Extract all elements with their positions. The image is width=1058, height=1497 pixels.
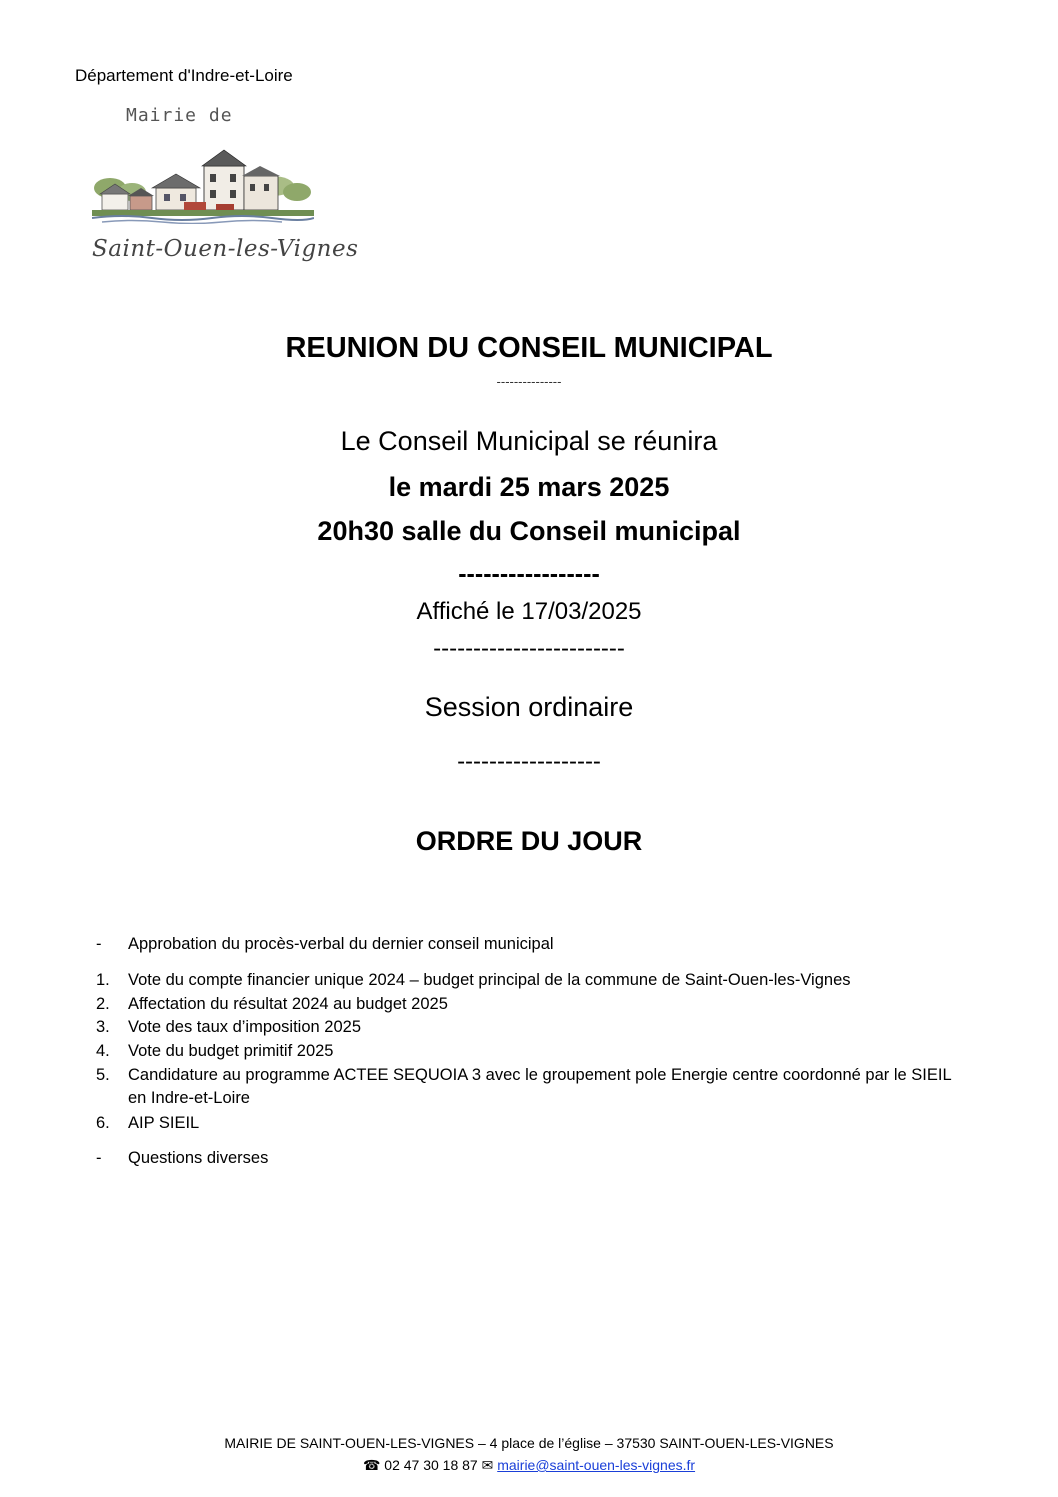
- footer-phone: 02 47 30 18 87: [384, 1457, 478, 1473]
- separator: ------------------------: [433, 635, 625, 662]
- list-marker: 2.: [96, 995, 110, 1013]
- list-marker: 5.: [96, 1066, 110, 1084]
- list-item-text: Questions diverses: [128, 1149, 269, 1167]
- footer-email-link[interactable]: mairie@saint-ouen-les-vignes.fr: [497, 1457, 696, 1473]
- list-marker: 6.: [96, 1114, 110, 1132]
- list-marker: 3.: [96, 1018, 110, 1036]
- town-name-script: Saint-Ouen-les-Vignes: [92, 236, 359, 262]
- session-type: Session ordinaire: [424, 692, 634, 722]
- separator: ---------------: [496, 374, 562, 389]
- mail-icon: ✉: [481, 1457, 494, 1473]
- list-item-text: Vote des taux d’imposition 2025: [128, 1018, 361, 1036]
- separator: ------------------: [457, 748, 601, 775]
- list-marker: 1.: [96, 971, 110, 989]
- meeting-time-place: 20h30 salle du Conseil municipal: [317, 516, 741, 546]
- agenda-title: ORDRE DU JOUR: [415, 826, 643, 856]
- separator: -----------------: [458, 560, 600, 588]
- meeting-date: le mardi 25 mars 2025: [388, 472, 670, 502]
- posted-date: Affiché le 17/03/2025: [416, 598, 642, 625]
- list-marker: 4.: [96, 1042, 110, 1060]
- page-title: REUNION DU CONSEIL MUNICIPAL: [285, 332, 773, 364]
- department-label: Département d'Indre-et-Loire: [75, 66, 293, 85]
- list-item-text: Vote du compte financier unique 2024 – budget principal de la commune de Saint-Ouen-les-Vignes: [128, 971, 851, 989]
- list-item-text: Vote du budget primitif 2025: [128, 1042, 334, 1060]
- mairie-de-label: Mairie de: [126, 105, 233, 126]
- intro-text: Le Conseil Municipal se réunira: [340, 426, 718, 456]
- list-item-text: Affectation du résultat 2024 au budget 2025: [128, 995, 448, 1013]
- list-item-text: Approbation du procès-verbal du dernier conseil municipal: [128, 935, 554, 953]
- phone-icon: ☎: [362, 1457, 381, 1473]
- list-item-text: Candidature au programme ACTEE SEQUOIA 3 avec le groupement pole Energie centre coordonné par le SIEIL en Indre-et-Loire: [128, 1066, 952, 1107]
- list-marker: -: [96, 935, 102, 953]
- footer-address: MAIRIE DE SAINT-OUEN-LES-VIGNES – 4 place de l’église – 37530 SAINT-OUEN-LES-VIGNES: [224, 1435, 834, 1451]
- town-hall-logo-icon: [92, 148, 314, 224]
- list-marker: -: [96, 1149, 102, 1167]
- list-item-text: AIP SIEIL: [128, 1114, 200, 1132]
- footer-contact: [0, 1457, 1058, 1474]
